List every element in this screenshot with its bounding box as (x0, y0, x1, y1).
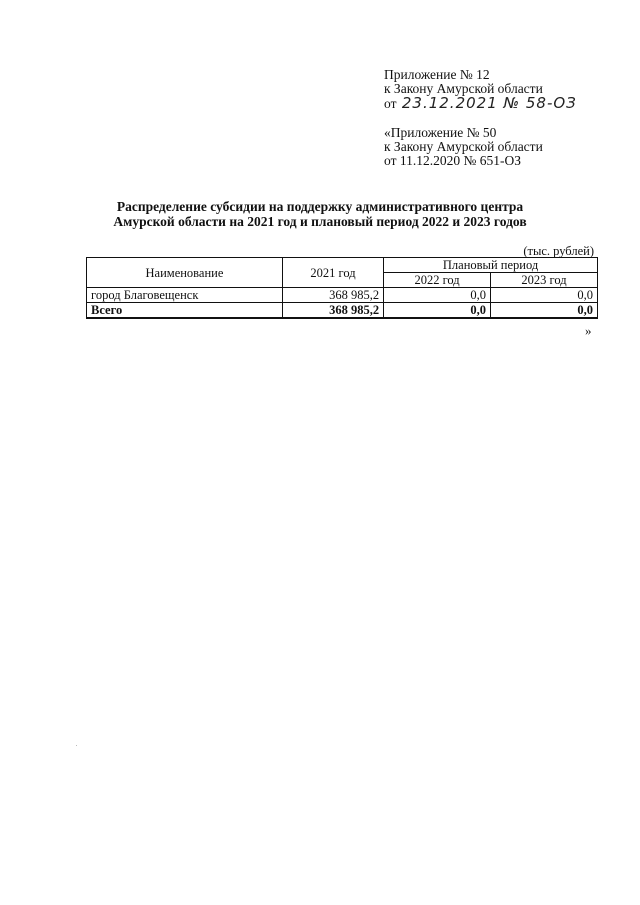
row-value-2022: 0,0 (384, 288, 491, 303)
appendix-date-prefix: от (384, 96, 397, 111)
header-2022: 2022 год (384, 273, 491, 288)
header-planned-period: Плановый период (384, 258, 598, 273)
total-name: Всего (87, 303, 283, 319)
appendix-date-line (384, 96, 634, 111)
total-value-2023: 0,0 (491, 303, 598, 319)
row-value-2021: 368 985,2 (282, 288, 383, 303)
closing-quote: » (585, 323, 592, 338)
appendix-law: к Закону Амурской области (384, 81, 543, 96)
previous-appendix-number: «Приложение № 50 (384, 125, 497, 140)
subsidy-table (86, 257, 598, 319)
total-value-2021: 368 985,2 (282, 303, 383, 319)
units-label: (тыс. рублей) (523, 244, 594, 258)
row-name: город Благовещенск (87, 288, 283, 303)
appendix-reference-current (384, 68, 634, 111)
table-row (87, 288, 598, 303)
header-2021: 2021 год (282, 258, 383, 288)
header-name: Наименование (87, 258, 283, 288)
table-total-row (87, 303, 598, 319)
document-title (60, 199, 580, 229)
appendix-number: Приложение № 12 (384, 67, 490, 82)
scan-speck (76, 745, 77, 746)
header-2023: 2023 год (491, 273, 598, 288)
previous-appendix-law: к Закону Амурской области (384, 139, 543, 154)
appendix-reference-previous (384, 126, 634, 168)
previous-appendix-date: от 11.12.2020 № 651-ОЗ (384, 153, 521, 168)
row-value-2023: 0,0 (491, 288, 598, 303)
title-line-1: Распределение субсидии на поддержку административного центра (116, 199, 524, 214)
table-header-row (87, 258, 598, 273)
handwritten-date-number: 23.12.2021 № 58-ОЗ (401, 94, 577, 112)
total-value-2022: 0,0 (384, 303, 491, 319)
title-line-2: Амурской области на 2021 год и плановый период 2022 и 2023 годов (113, 214, 527, 229)
